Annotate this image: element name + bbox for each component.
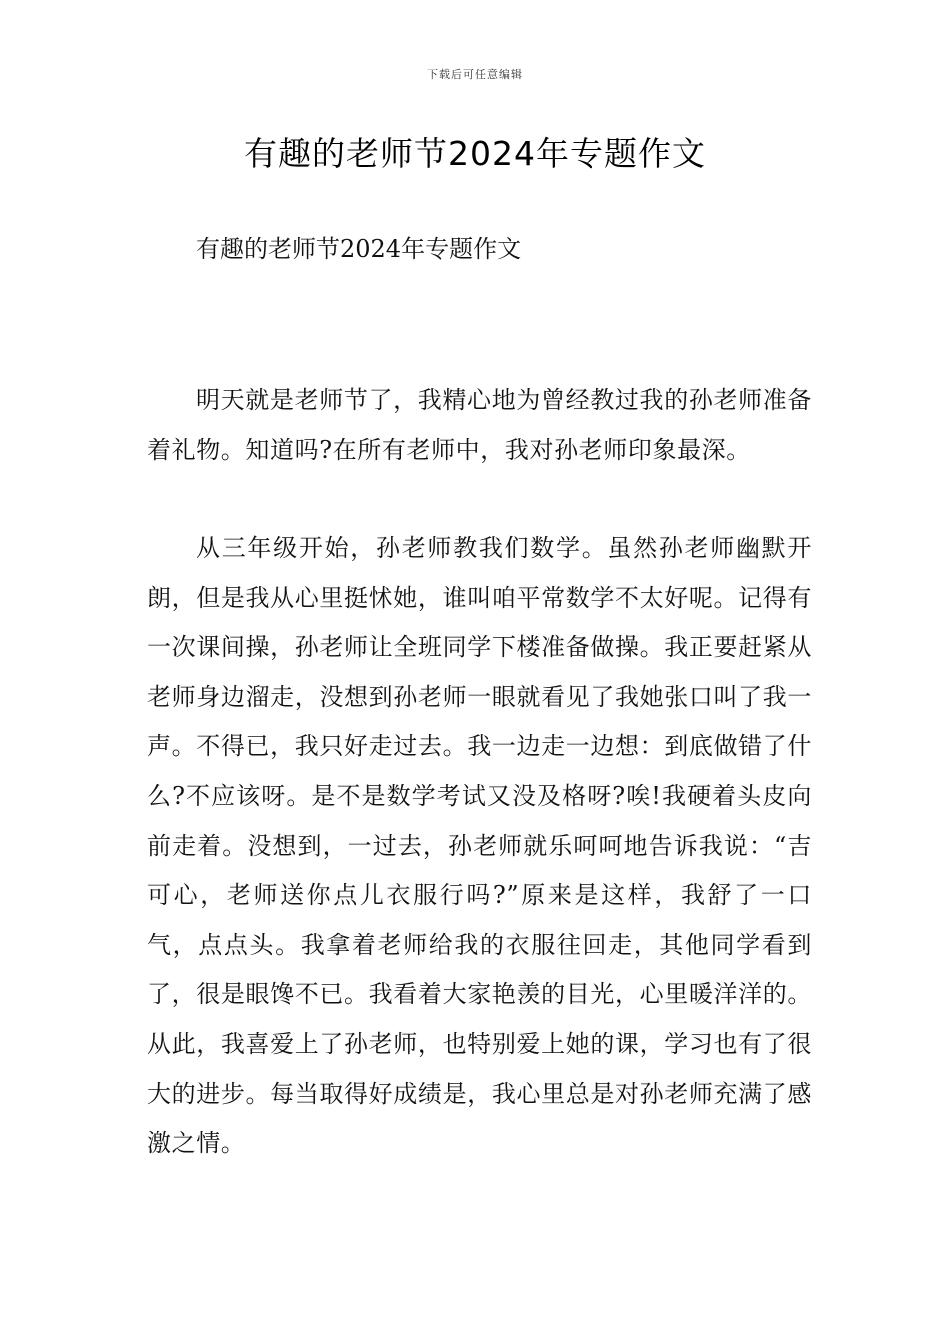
document-subtitle: 有趣的老师节2024年专题作文: [196, 235, 522, 263]
document-title: 有趣的老师节2024年专题作文: [244, 134, 706, 173]
page-header-note: 下载后可任意编辑: [427, 68, 523, 81]
paragraph-1: 明天就是老师节了，我精心地为曾经教过我的孙老师准备着礼物。知道吗?在所有老师中，我对孙老师印象最深。: [147, 386, 812, 464]
paragraph-2: 从三年级开始，孙老师教我们数学。虽然孙老师幽默开朗，但是我从心里挺怵她，谁叫咱平常数学不太好呢。记得有一次课间操，孙老师让全班同学下楼准备做操。我正要赶紧从老师身边溜走，没想到孙老师一眼就看见了我她张口叫了我一声。不得已，我只好走过去。我一边走一边想：到底做错了什么?不应该呀。是不是数学考试又没及格呀?唉!我硬着头皮向前走着。没想到，一过去，孙老师就乐呵呵地告诉我说：“吉可心，老师送你点儿衣服行吗?”原来是这样，我舒了一口气，点点头。我拿着老师给我的衣服往回走，其他同学看到了，很是眼馋不已。我看着大家艳羡的目光，心里暖洋洋的。从此，我喜爱上了孙老师，也特别爱上她的课，学习也有了很大的进步。每当取得好成绩是，我心里总是对孙老师充满了感激之情。: [147, 534, 812, 1158]
